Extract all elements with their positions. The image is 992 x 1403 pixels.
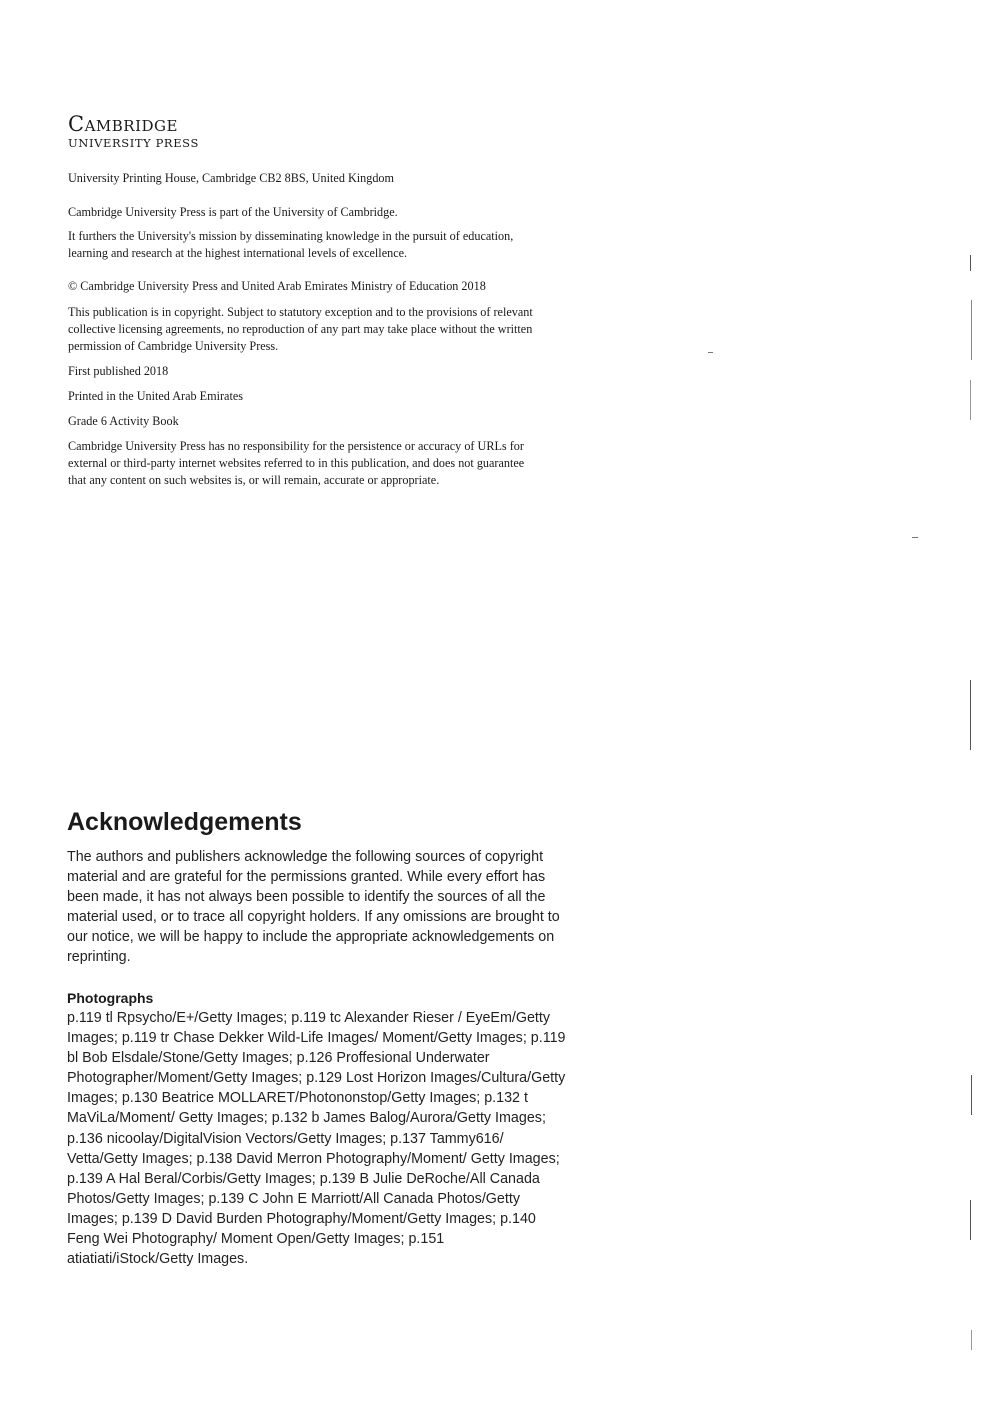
scan-speck [708, 352, 713, 353]
publisher-subtitle: UNIVERSITY PRESS [68, 136, 199, 150]
scan-edge-mark [970, 380, 971, 420]
publisher-logo [68, 112, 199, 150]
imprint-address: University Printing House, Cambridge CB2 8BS, United Kingdom [68, 171, 395, 185]
scan-edge-mark [970, 255, 971, 271]
imprint-printed-in: Printed in the United Arab Emirates [68, 389, 243, 403]
scan-edge-mark [971, 1075, 972, 1115]
acknowledgements-body: The authors and publishers acknowledge the following sources of copyright material and are grateful for the permissions granted. While every effort has been made, it has not always been possible to identify the sources of all the material used, or to trace all copyright holders. If any omissions are brought to our notice, we will be happy to include the appropriate acknowledgements on reprinting. [67, 849, 560, 966]
photographs-credits: p.119 tl Rpsycho/E+/Getty Images; p.119 tc Alexander Rieser / EyeEm/Getty Images; p.119 tr Chase Dekker Wild-Life Images/ Moment/Getty Images; p.119 bl Bob Elsdale/Stone/Getty Images; p.126 Proffesional Underwater Photographer/Moment/Getty Images; p.129 Lost Horizon Images/Cultura/Getty Images; p.130 Beatrice MOLLARET/Photononstop/Getty Images; p.132 t MaViLa/Moment/ Getty Images; p.132 b James Balog/Aurora/Getty Images; p.136 nicoolay/DigitalVision Vectors/Getty Images; p.137 Tammy616/ Vetta/Getty Images; p.138 David Merron Photography/Moment/ Getty Images; p.139 A Hal Beral/Corbis/Getty Images; p.139 B Julie DeRoche/All Canada Photos/Getty Images; p.139 C John E Marriott/All Canada Photos/Getty Images; p.139 D David Burden Photography/Moment/Getty Images; p.140 Feng Wei Photography/ Moment Open/Getty Images; p.151 atiatiati/iStock/Getty Images. [67, 1010, 566, 1268]
imprint-mission: It furthers the University's mission by disseminating knowledge in the pursuit of education, learning and research at the highest international levels of excellence. [68, 229, 514, 260]
imprint-part-of: Cambridge University Press is part of the University of Cambridge. [68, 205, 398, 219]
acknowledgements-heading: Acknowledgements [67, 808, 302, 836]
imprint-title: Grade 6 Activity Book [68, 414, 179, 428]
scan-edge-mark [970, 680, 971, 750]
imprint-disclaimer: Cambridge University Press has no responsibility for the persistence or accuracy of URLs for external or third-party internet websites referred to in this publication, and does not guarantee that any content on such websites is, or will remain, accurate or appropriate. [68, 439, 525, 487]
photographs-heading: Photographs [67, 990, 154, 1006]
imprint-copyright-notice: This publication is in copyright. Subject to statutory exception and to the provisions of relevant collective licensing agreements, no reproduction of any part may take place without the written permission of Cambridge University Press. [68, 305, 533, 353]
imprint-first-published: First published 2018 [68, 364, 169, 378]
imprint-copyright: © Cambridge University Press and United Arab Emirates Ministry of Education 2018 [68, 279, 486, 293]
scan-speck [912, 537, 918, 538]
scan-edge-mark [971, 1330, 972, 1350]
scan-edge-mark [970, 1200, 971, 1240]
publisher-name: Cambridge [68, 112, 178, 136]
scan-edge-mark [971, 300, 972, 360]
